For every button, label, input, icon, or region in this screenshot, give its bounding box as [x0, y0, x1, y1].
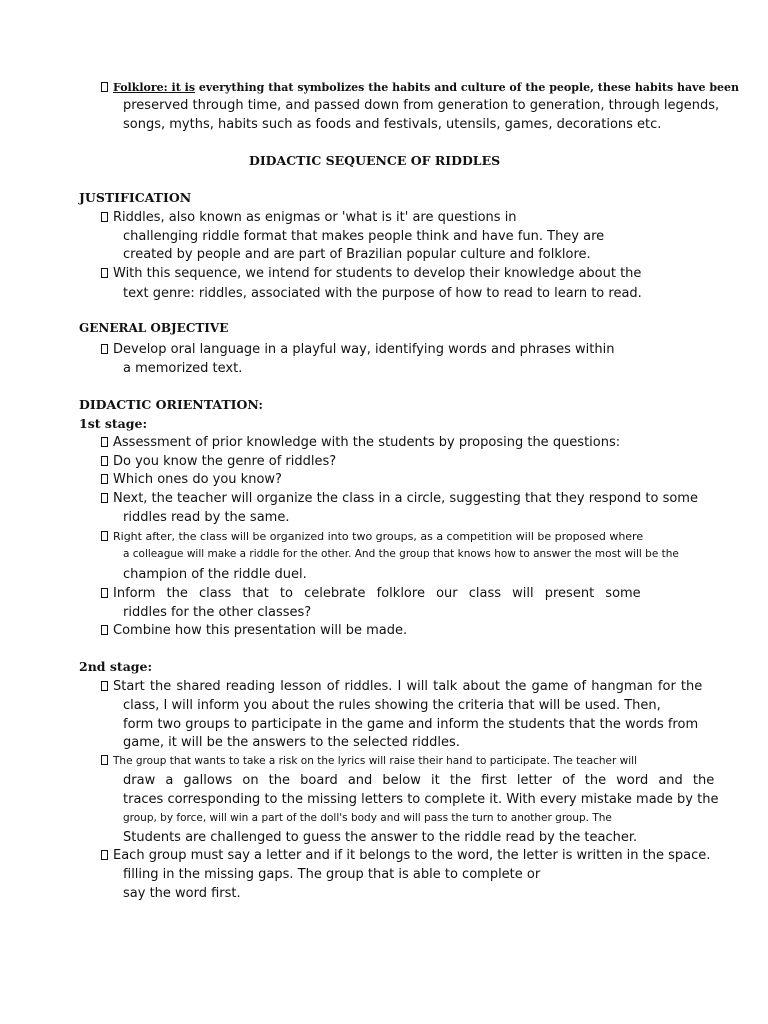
stage-1-item-3 — [101, 471, 282, 488]
orientation-heading: DIDACTIC ORIENTATION: — [79, 397, 263, 412]
stage-2-item-2-line-2: draw a gallows on the board and below it the first letter of the word and the — [123, 773, 715, 788]
stage-2-item-3 — [101, 847, 710, 864]
stage-1-item-5-line-3: champion of the riddle duel. — [123, 567, 307, 582]
stage-1-heading: 1st stage: — [79, 416, 148, 431]
stage-2-item-1 — [101, 678, 702, 695]
stage-1-item-5 — [101, 528, 643, 545]
list-item-text: Do you know the genre of riddles? — [113, 454, 337, 469]
bullet-box-icon — [101, 625, 108, 635]
bullet-box-icon — [101, 588, 108, 598]
list-item-text: Inform the class that to celebrate folklore our class will present some — [113, 586, 641, 601]
list-item-text: The group that wants to take a risk on the lyrics will raise their hand to participate. The teacher will — [113, 755, 638, 767]
list-item-text: Riddles, also known as enigmas or 'what is it' are questions in — [113, 210, 517, 225]
justification-item-1 — [101, 209, 517, 226]
stage-2-item-3-line-3: say the word first. — [123, 886, 241, 901]
stage-1-item-7 — [101, 622, 407, 639]
stage-2-item-2 — [101, 753, 637, 770]
stage-2-heading: 2nd stage: — [79, 659, 153, 674]
list-item-text: Start the shared reading lesson of riddles. I will talk about the game of hangman for the — [113, 679, 703, 694]
list-item-text: Develop oral language in a playful way, identifying words and phrases within — [113, 342, 615, 357]
bullet-box-icon — [101, 456, 108, 466]
list-item-text: Right after, the class will be organized into two groups, as a competition will be proposed where — [113, 530, 644, 543]
list-item-text: Assessment of prior knowledge with the students by proposing the questions: — [113, 435, 621, 450]
stage-2-item-2-line-5: Students are challenged to guess the answer to the riddle read by the teacher. — [123, 830, 638, 845]
justification-item-1-line-2: challenging riddle format that makes people think and have fun. They are — [123, 229, 605, 244]
list-item-text: With this sequence, we intend for students to develop their knowledge about the — [113, 266, 642, 281]
stage-1-item-4 — [101, 490, 698, 507]
bullet-box-icon — [101, 755, 108, 765]
bullet-box-icon — [101, 437, 108, 447]
list-item-text: Next, the teacher will organize the class in a circle, suggesting that they respond to some — [113, 491, 698, 506]
general-objective-heading: GENERAL OBJECTIVE — [79, 321, 229, 335]
page-title: DIDACTIC SEQUENCE OF RIDDLES — [249, 153, 501, 168]
objective-item-1 — [101, 341, 614, 358]
folklore-line-1 — [101, 79, 739, 96]
stage-1-item-2 — [101, 453, 336, 470]
justification-heading: JUSTIFICATION — [79, 190, 192, 205]
stage-2-item-1-line-3: form two groups to participate in the game and inform the students that the words from — [123, 717, 699, 732]
bullet-box-icon — [101, 681, 108, 691]
folklore-line-3: songs, myths, habits such as foods and festivals, utensils, games, decorations etc. — [123, 117, 662, 132]
stage-1-item-6-line-2: riddles for the other classes? — [123, 605, 312, 620]
folklore-line-2: preserved through time, and passed down from generation to generation, through legends, — [123, 98, 720, 113]
bullet-box-icon — [101, 82, 108, 92]
stage-2-item-1-line-4: game, it will be the answers to the selected riddles. — [123, 735, 460, 750]
justification-item-2 — [101, 265, 641, 282]
stage-1-item-5-line-2: a colleague will make a riddle for the other. And the group that knows how to answer the most will be the — [123, 548, 679, 560]
list-item-text: Which ones do you know? — [113, 472, 282, 487]
bullet-box-icon — [101, 493, 108, 503]
bullet-box-icon — [101, 344, 108, 354]
stage-2-item-2-line-4: group, by force, will win a part of the doll's body and will pass the turn to another group. The — [123, 812, 612, 824]
list-item-text: Each group must say a letter and if it belongs to the word, the letter is written in the space. — [113, 848, 711, 863]
justification-item-1-line-3: created by people and are part of Brazilian popular culture and folklore. — [123, 247, 591, 262]
bullet-box-icon — [101, 850, 108, 860]
bullet-box-icon — [101, 268, 108, 278]
folklore-definition: everything that symbolizes the habits and culture of the people, these habits have been — [195, 81, 740, 94]
justification-item-2-line-2: text genre: riddles, associated with the purpose of how to read to learn to read. — [123, 286, 642, 301]
bullet-box-icon — [101, 212, 108, 222]
objective-item-1-line-2: a memorized text. — [123, 361, 243, 376]
stage-1-item-6 — [101, 585, 641, 602]
stage-2-item-1-line-2: class, I will inform you about the rules showing the criteria that will be used. Then, — [123, 698, 661, 713]
stage-1-item-1 — [101, 434, 620, 451]
stage-1-item-4-line-2: riddles read by the same. — [123, 510, 290, 525]
list-item-text: Combine how this presentation will be made. — [113, 623, 408, 638]
stage-2-item-3-line-2: filling in the missing gaps. The group that is able to complete or — [123, 867, 541, 882]
bullet-box-icon — [101, 531, 108, 541]
stage-2-item-2-line-3: traces corresponding to the missing letters to complete it. With every mistake made by the — [123, 792, 719, 807]
folklore-lead: Folklore: it is — [113, 81, 196, 94]
bullet-box-icon — [101, 474, 108, 484]
